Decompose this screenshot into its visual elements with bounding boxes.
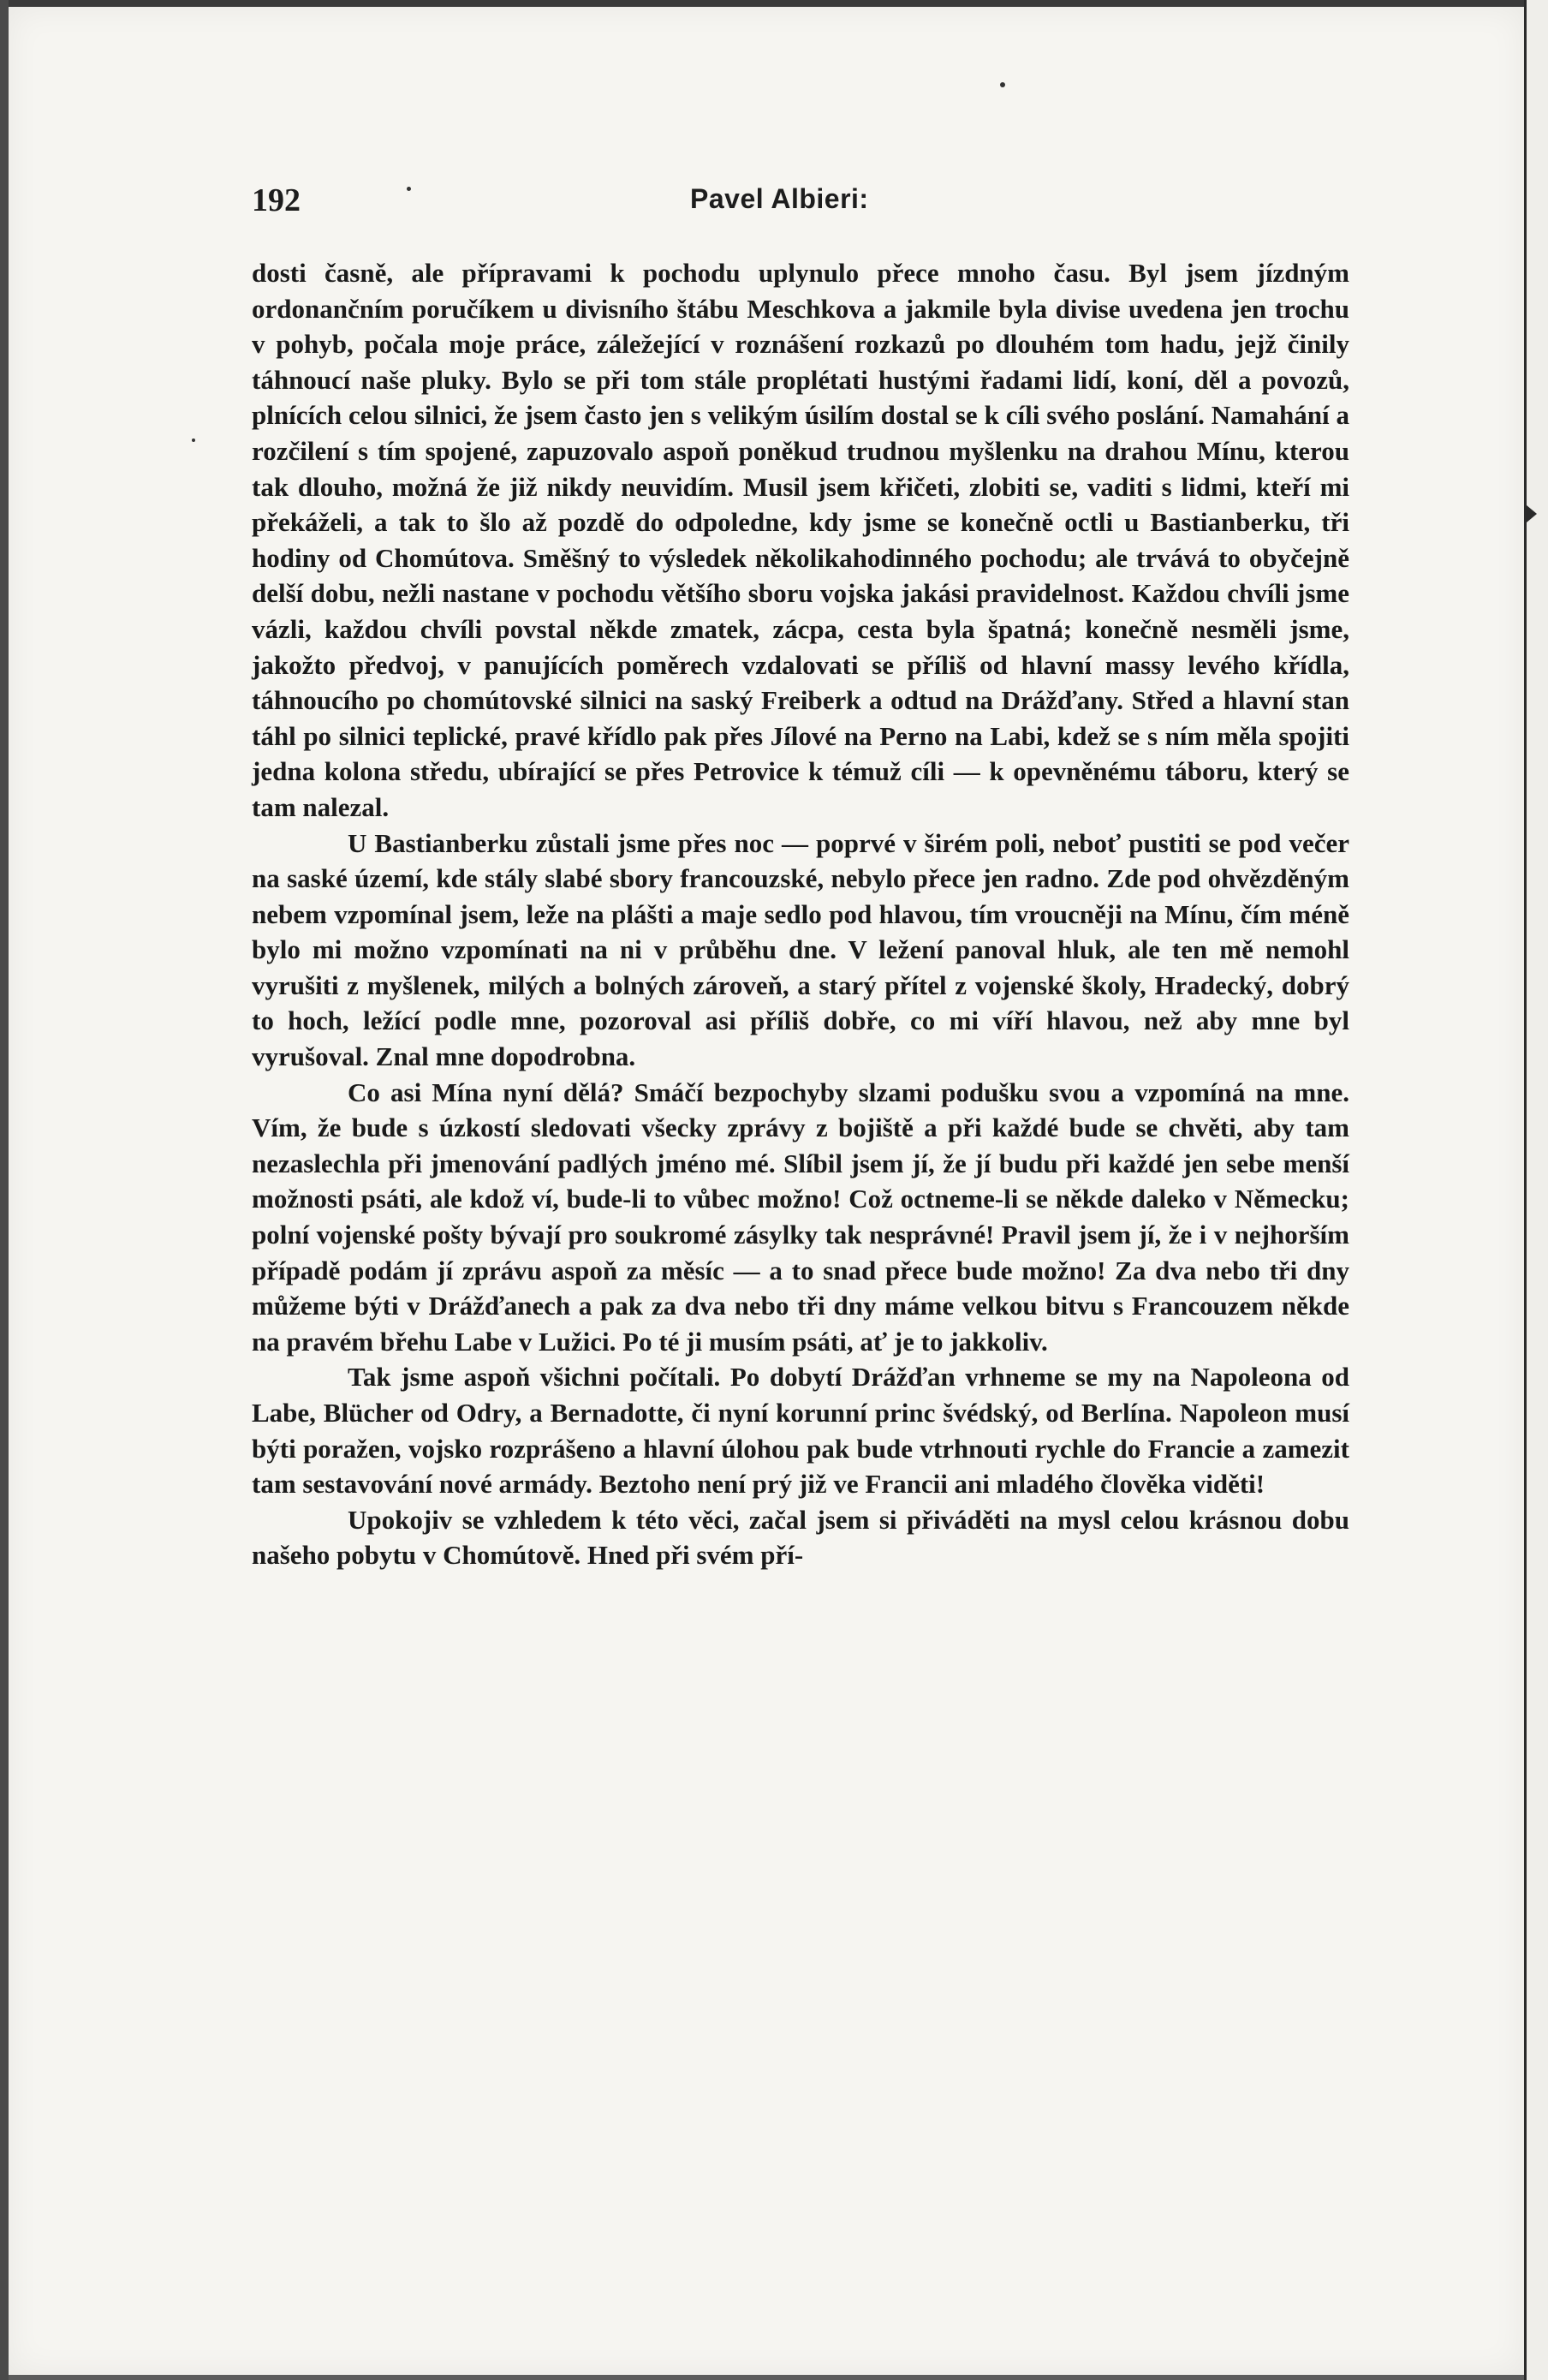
paragraph: Upokojiv se vzhledem k této věci, začal jsem si přiváděti na mysl celou krásnou dobu našeho pobytu v Chomútově. Hned při svém pří- [252,1504,1349,1571]
paragraph: Tak jsme aspoň všichni počítali. Po dobytí Drážďan vrhneme se my na Napoleona od Labe, Blücher od Odry, a Bernadotte, či nyní korunní princ švédský, od Berlína. Napoleon musí býti poražen, vojsko rozprášeno a hlavní úlohou pak bude vtrhnouti rychle do Francie a zamezit tam sestavování nové armády. Beztoho není prý již ve Francii ani mladého člověka viděti! [252,1362,1349,1500]
dust-speck [1000,82,1005,87]
paragraph: U Bastianberku zůstali jsme přes noc — poprvé v širém poli, neboť pustiti se pod večer na saské území, kde stály slabé sbory francouzské, nebylo přece jen radno. Zde pod ohvězděným nebem vzpomínal jsem, leže na plášti a maje sedlo pod hlavou, tím vroucněji na Mínu, čím méně bylo mi možno vzpomínati na ni v průběhu dne. V ležení panoval hluk, ale ten mě nemohl vyrušiti z myšlenek, milých a bolných zároveň, a starý přítel z vojenské školy, Hradecký, dobrý to hoch, ležící podle mne, pozoroval asi příliš dobře, co mi víří hlavou, než aby mne byl vyrušoval. Znal mne dopodrobna. [252,827,1349,1072]
page-header [252,182,1349,233]
margin-mark [1527,505,1537,522]
adjacent-page-edge [1524,0,1548,2380]
dust-speck [192,438,195,442]
paragraph: dosti časně, ale přípravami k pochodu uplynulo přece mnoho času. Byl jsem jízdným ordonančním poručíkem u divisního štábu Meschkova a jakmile byla divise uvedena jen trochu v pohyb, počala moje práce, záležející v roznášení rozkazů po dlouhém tom hadu, jejž činily táhnoucí naše pluky. Bylo se při tom stále proplétati hustými řadami lidí, koní, děl a povozů, plnících celou silnici, že jsem často jen s velikým úsilím dostal se k cíli svého poslání. Namahání a rozčilení s tím spojené, zapuzovalo aspoň poněkud trudnou myšlenku na drahou Mínu, kterou tak dlouho, možná že již nikdy neuvidím. Musil jsem křičeti, zlobiti se, vaditi s lidmi, kteří mi překáželi, a tak to šlo až pozdě do odpoledne, kdy jsme se konečně octli u Bastianberku, tři hodiny od Chomútova. Směšný to výsledek několikahodinného pochodu; ale trvává to obyčejně delší dobu, nežli nastane v pochodu většího sboru vojska jakási pravidelnost. Každou chvíli jsme vázli, každou chvíli povstal někde zmatek, zácpa, cesta byla špatná; konečně nesměli jsme, jakožto předvoj, v panujících poměrech vzdalovati se příliš od hlavní massy levého křídla, táhnoucího po chomútovské silnici na saský Freiberk a odtud na Drážďany. Střed a hlavní stan táhl po silnici teplické, pravé křídlo pak přes Jílové na Perno na Labi, kdež se s ním měla spojiti jedna kolona středu, ubírající se přes Petrovice k témuž cíli — k opevněnému táboru, který se tam nalezal. [252,258,1349,822]
body-text [252,255,1349,1573]
page-number: 192 [252,182,301,218]
scan-left-edge [0,0,9,2380]
scan-top-edge [0,0,1548,7]
paragraph: Co asi Mína nyní dělá? Smáčí bezpochyby slzami podušku svou a vzpomíná na mne. Vím, že bude s úzkostí sledovati všecky zprávy z bojiště a při každé bude se chvěti, aby tam nezaslechla při jmenování padlých jméno mé. Slíbil jsem jí, že jí budu při každé jen sebe menší možnosti psáti, ale kdož ví, bude-li to vůbec možno! Což octneme-li se někde daleko v Německu; polní vojenské pošty bývají pro soukromé zásylky tak nesprávné! Pravil jsem jí, že i v nejhorším případě podám jí zprávu aspoň za měsíc — a to snad přece bude možno! Za dva nebo tři dny můžeme býti v Drážďanech a pak za dva nebo tři dny máme velkou bitvu s Francouzem někde na pravém břehu Labe v Lužici. Po té ji musím psáti, ať je to jakkoliv. [252,1077,1349,1357]
running-head: Pavel Albieri: [690,183,869,214]
